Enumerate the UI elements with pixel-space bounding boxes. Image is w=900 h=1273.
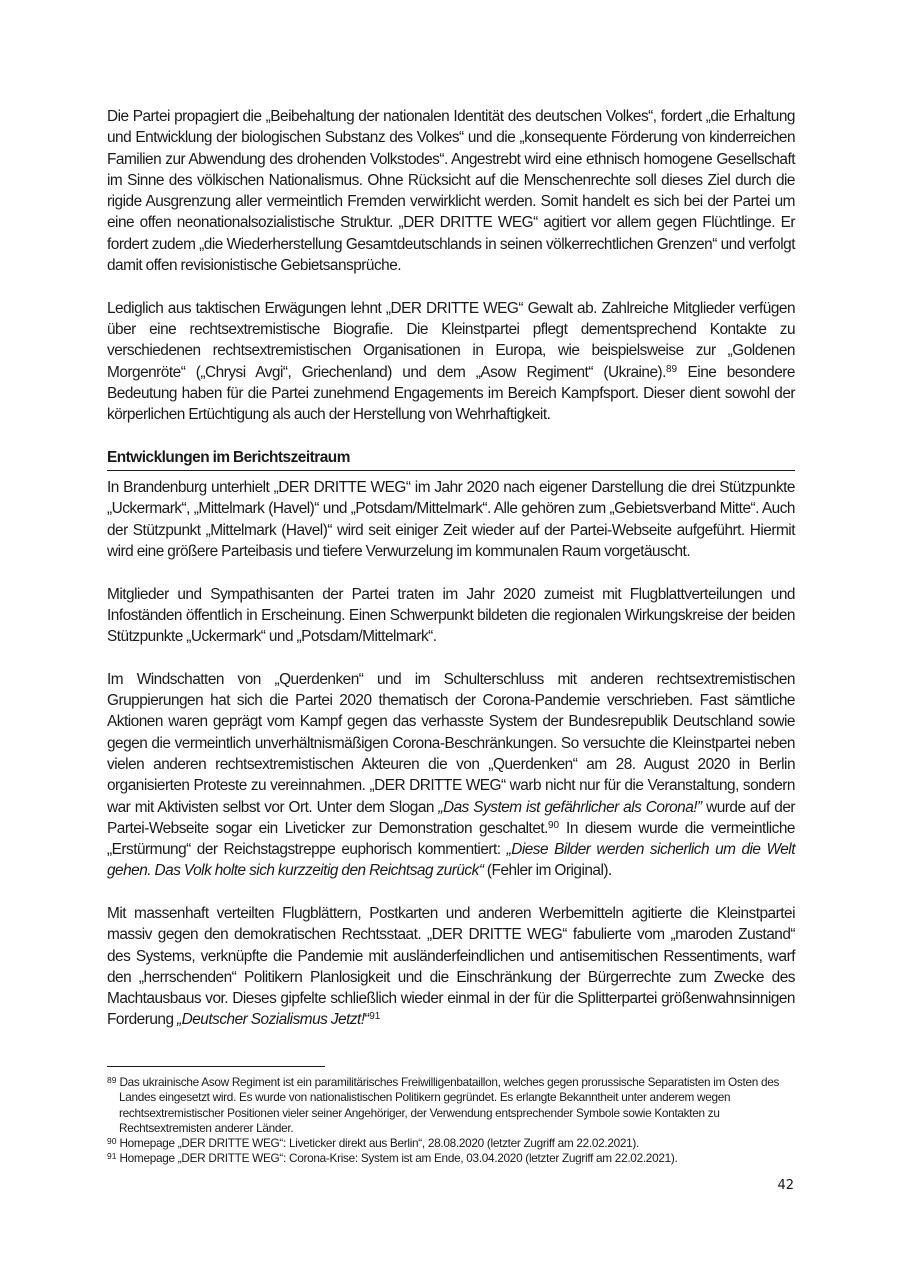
footnote xyxy=(107,1136,795,1151)
footnote xyxy=(107,1075,795,1136)
main-text xyxy=(107,106,795,1052)
paragraph-text: wurde auf der Partei-Webseite sogar ein Liveticker zur Demonstration geschaltet. xyxy=(107,798,795,837)
paragraph-activities xyxy=(107,584,795,648)
footnote-ref[interactable]: 91 xyxy=(369,1011,381,1023)
footnote-text: Das ukrainische Asow Regiment ist ein paramilitärisches Freiwilligenbataillon, welches gegen prorussische Separatisten im Osten des Landes eingesetzt wird. Es wurde von nationalistischen Politikern gegründet. Es erlangte Bekanntheit unter anderem wegen rechtsextremistischer Positionen vieler seiner Angehöriger, der Verwendung entsprechender Symbole sowie Kontakten zu Rechtsextremisten anderer Länder. xyxy=(116,1075,780,1135)
paragraph-bases xyxy=(107,477,795,562)
footnote-ref[interactable]: 89 xyxy=(665,363,678,375)
paragraph-propaganda xyxy=(107,903,795,1031)
footnote-text: Homepage „DER DRITTE WEG“: Liveticker direkt aus Berlin“, 28.08.2020 (letzter Zugriff am 22.02.2021). xyxy=(116,1136,640,1151)
page-number: 42 xyxy=(777,1178,794,1193)
slogan-quote: „Das System ist gefährlicher als Corona!” xyxy=(438,798,702,816)
footnote-number: 91 xyxy=(107,1151,117,1162)
slogan-quote: „Deutscher Sozialismus Jetzt! xyxy=(177,1011,365,1029)
paragraph-text: (Fehler im Original). xyxy=(483,862,612,880)
footnote-number: 90 xyxy=(107,1136,117,1147)
footnote-divider xyxy=(107,1066,325,1067)
paragraph-text: Im Windschatten von „Querdenken“ und im Schulterschluss mit anderen rechtsextremistischen Gruppierungen hat sich die Partei 2020 thematisch der Corona-Pandemie verschrieben. Fast sämtliche Aktionen waren geprägt vom Kampf gegen das verhasste System der Bundesrepublik Deutschland sowie gegen die vermeintlich unverhältnismäßigen Corona-Beschränkungen. So versuchte die Kleinstpartei neben vielen anderen rechtsextremistischen Akteuren die von „Querdenken“ am 28. August 2020 in Berlin organisierten Proteste zu vereinnahmen. „DER DRITTE WEG“ warb nicht nur für die Veranstaltung, sondern war mit Aktivisten selbst vor Ort. Unter dem Slogan xyxy=(107,670,795,816)
footnote-number: 89 xyxy=(107,1075,117,1085)
paragraph-tactics xyxy=(107,298,795,426)
paragraph-text: Die Partei propagiert die „Beibehaltung der nationalen Identität des deutschen Volkes“, fordert „die Erhaltung und Entwicklung der biologischen Substanz des Volkes“ und die „konsequente Förderung von kinderreichen Familien zur Abwendung des drohenden Volkstodes“. Angestrebt wird eine ethnisch homogene Gesellschaft im Sinne des völkischen Nationalismus. Ohne Rücksicht auf die Menschenrechte soll dieses Ziel durch die rigide Ausgrenzung aller vermeintlich Fremden verwirklicht werden. Somit handelt es sich bei der Partei um eine offen neonationalsozialistische Struktur. „DER DRITTE WEG“ agitiert vor allem gegen Flüchtlinge. Er fordert zudem „die Wiederherstellung Gesamtdeutschlands in seinen völkerrechtlichen Grenzen“ und verfolgt damit offen revisionistische Gebietsansprüche. xyxy=(107,108,795,275)
paragraph-text: Lediglich aus taktischen Erwägungen lehnt „DER DRITTE WEG“ Gewalt ab. Zahlreiche Mitglieder verfügen über eine rechtsextremistische Biografie. Die Kleinstpartei pflegt dementsprechend Kontakte zu verschiedenen rechtsextremistischen Organisationen in Europa, wie beispielsweise zur „Goldenen Morgenröte“ („Chrysi Avgi“, Griechenland) und dem „Asow Regiment“ (Ukraine). xyxy=(107,299,795,381)
paragraph-text: Eine besondere Bedeutung haben für die Partei zunehmend Engagements im Bereich Kampfsport. Dieser dient sowohl der körperlichen Ertüchtigung als auch der Herstellung von Wehrhaftigkeit. xyxy=(107,363,795,424)
paragraph-text: Mit massenhaft verteilten Flugblättern, Postkarten und anderen Werbemitteln agitierte die Kleinstpartei massiv gegen den demokratischen Rechtsstaat. „DER DRITTE WEG“ fabulierte vom „maroden Zustand“ des Systems, verknüpfte die Pandemie mit ausländerfeindlichen und antisemitischen Ressentiments, warf den „herrschenden“ Politikern Planlosigkeit und die Einschränkung der Bürgerrechte zum Zwecke des Machtausbaus vor. Dieses gipfelte schließlich wieder einmal in der für die Splitterpartei größenwahnsinnigen Forderung xyxy=(107,904,795,1029)
section-heading: Entwicklungen im Berichtszeitraum xyxy=(107,447,795,471)
paragraph-corona xyxy=(107,669,795,882)
footnote-ref[interactable]: 90 xyxy=(547,819,560,831)
footnote xyxy=(107,1151,795,1166)
paragraph-text: In Brandenburg unterhielt „DER DRITTE WEG“ im Jahr 2020 nach eigener Darstellung die drei Stützpunkte „Uckermark“, „Mittelmark (Havel)“ und „Potsdam/Mittelmark“. Alle gehören zum „Gebietsverband Mitte“. Auch der Stützpunkt „Mittelmark (Havel)“ wird seit einiger Zeit wieder auf der Partei-Webseite aufgeführt. Hiermit wird eine größere Parteibasis und tiefere Verwurzelung im kommunalen Raum vorgetäuscht. xyxy=(107,479,795,560)
paragraph-text: Mitglieder und Sympathisanten der Partei traten im Jahr 2020 zumeist mit Flugblattverteilungen und Infoständen öffentlich in Erscheinung. Einen Schwerpunkt bildeten die regionalen Wirkungskreise der beiden Stützpunkte „Uckermark“ und „Potsdam/Mittelmark“. xyxy=(107,585,795,646)
paragraph-party-goals xyxy=(107,106,795,276)
footnotes xyxy=(107,1075,795,1167)
paragraph-text: In diesem wurde die vermeintliche „Erstürmung“ der Reichstagstreppe euphorisch kommentiert: xyxy=(107,819,795,859)
liveticker-quote: „Diese Bilder werden sicherlich um die Welt gehen. Das Volk holte sich kurzzeitig den Reichtsag zurück“ xyxy=(107,841,795,880)
closing-quote: “ xyxy=(364,1011,370,1029)
footnote-text: Homepage „DER DRITTE WEG“: Corona-Krise: System ist am Ende, 03.04.2020 (letzter Zugriff am 22.02.2021). xyxy=(116,1151,678,1166)
